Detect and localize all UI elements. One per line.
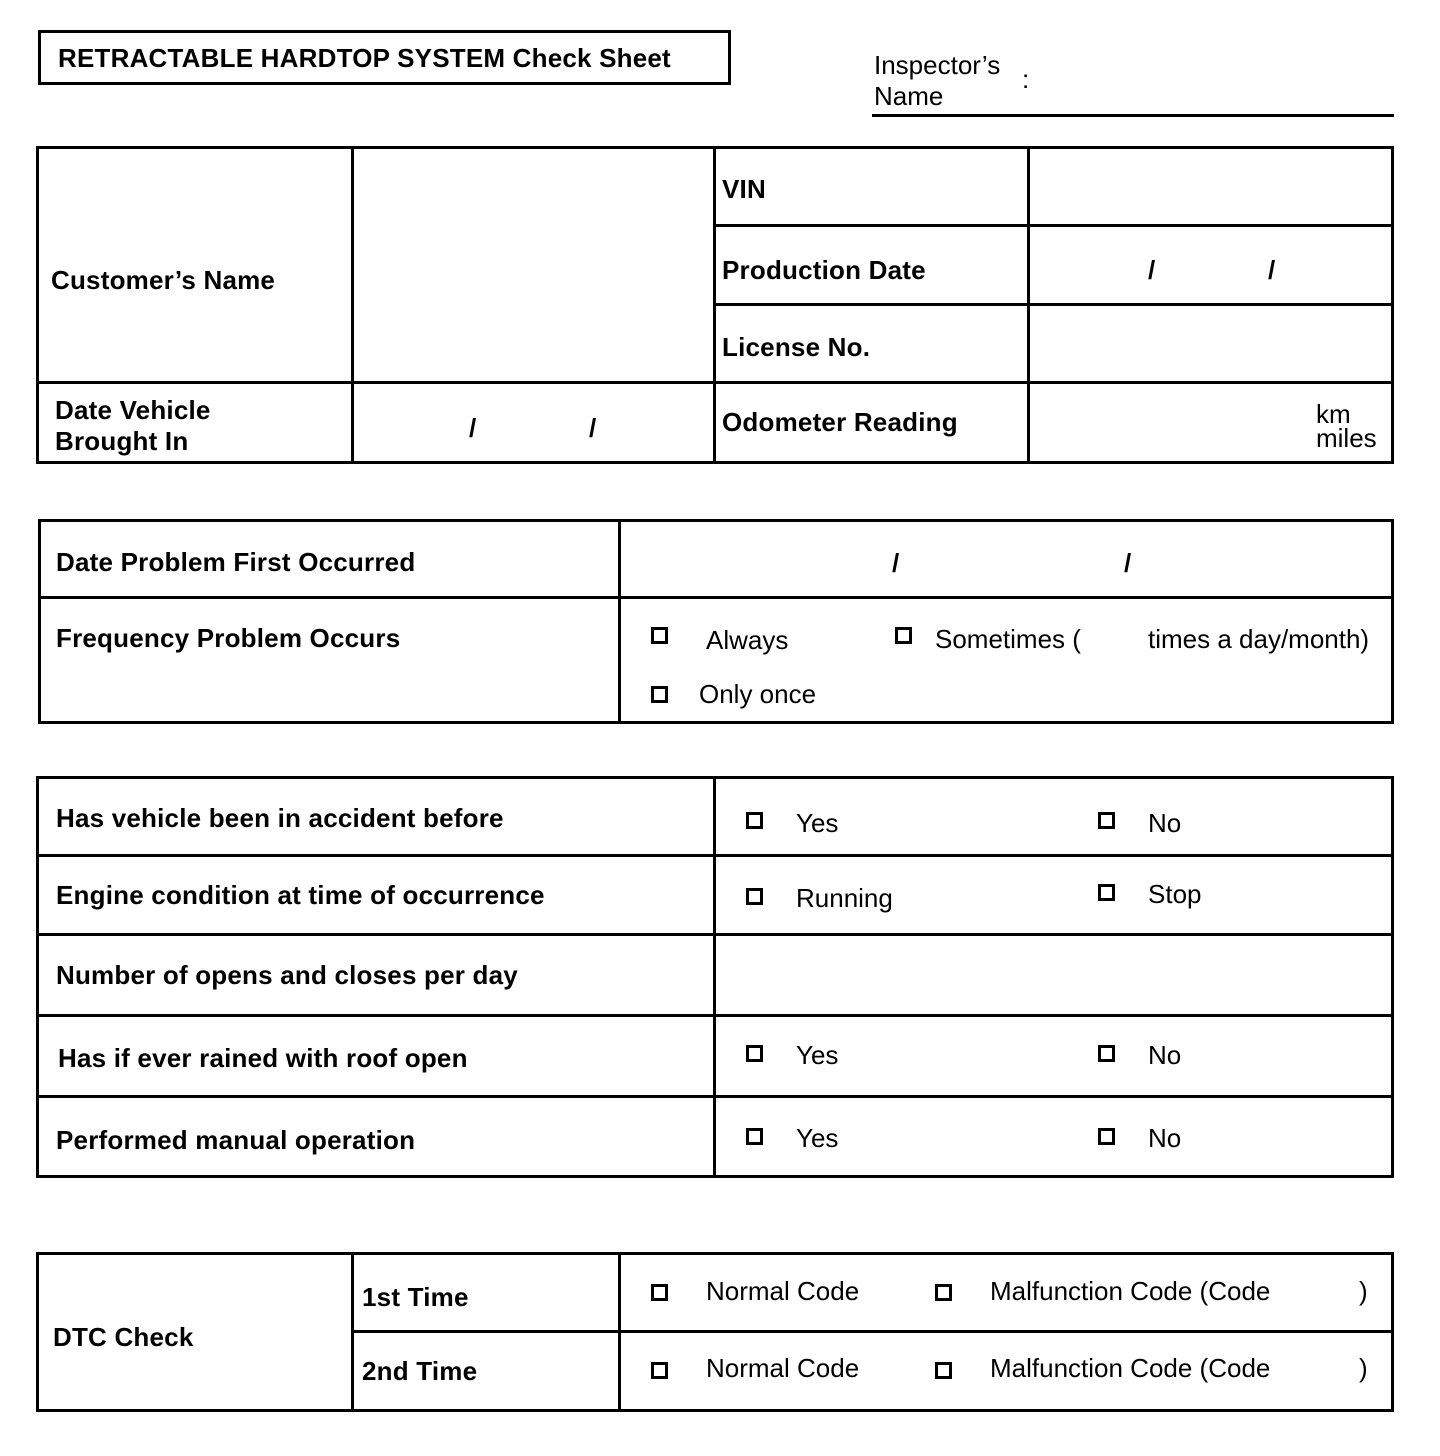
divider	[713, 224, 1394, 227]
dtc-second-time-label: 2nd Time	[362, 1356, 478, 1386]
divider	[36, 381, 1394, 384]
sometimes-checkbox[interactable]	[895, 627, 912, 644]
divider	[36, 854, 1394, 857]
manual-yes-checkbox[interactable]	[746, 1128, 763, 1145]
production-date-label: Production Date	[722, 255, 926, 285]
frequency-label: Frequency Problem Occurs	[56, 623, 401, 653]
divider	[713, 303, 1394, 306]
second-normal-code-checkbox[interactable]	[651, 1362, 668, 1379]
first-normal-code-checkbox[interactable]	[651, 1284, 668, 1301]
odometer-label: Odometer Reading	[722, 407, 958, 437]
unit-miles: miles	[1316, 423, 1377, 453]
engine-stop-label: Stop	[1148, 879, 1202, 909]
accident-yes-label: Yes	[796, 808, 839, 838]
accident-label: Has vehicle been in accident before	[56, 803, 504, 833]
customer-name-label: Customer’s Name	[51, 265, 276, 295]
manual-no-label: No	[1148, 1123, 1182, 1153]
second-malfunction-code-label: Malfunction Code (Code	[990, 1353, 1271, 1383]
page-title: RETRACTABLE HARDTOP SYSTEM Check Sheet	[38, 30, 731, 85]
inspector-label-line1: Inspector’s	[874, 50, 1001, 80]
second-malfunction-close: )	[1359, 1353, 1368, 1383]
date-brought-in-label	[55, 395, 211, 457]
opens-closes-label: Number of opens and closes per day	[56, 960, 518, 990]
divider	[38, 596, 1394, 599]
date-separator: /	[1124, 548, 1132, 578]
rained-no-label: No	[1148, 1040, 1182, 1070]
dtc-check-label: DTC Check	[53, 1322, 194, 1352]
sometimes-label: Sometimes (	[935, 624, 1081, 654]
divider	[351, 1330, 1394, 1333]
first-malfunction-code-label: Malfunction Code (Code	[990, 1276, 1271, 1306]
sometimes-suffix: times a day/month)	[1148, 624, 1370, 654]
engine-stop-checkbox[interactable]	[1098, 884, 1115, 901]
manual-operation-label: Performed manual operation	[56, 1125, 416, 1155]
date-separator: /	[469, 413, 477, 443]
manual-yes-label: Yes	[796, 1123, 839, 1153]
first-normal-code-label: Normal Code	[706, 1276, 860, 1306]
vin-label: VIN	[722, 174, 766, 204]
only-once-checkbox[interactable]	[651, 686, 668, 703]
only-once-label: Only once	[699, 679, 817, 709]
rained-label: Has if ever rained with roof open	[58, 1043, 468, 1073]
license-label: License No.	[722, 332, 871, 362]
rained-yes-label: Yes	[796, 1040, 839, 1070]
rained-yes-checkbox[interactable]	[746, 1045, 763, 1062]
unit-km: km	[1316, 399, 1351, 429]
divider	[713, 776, 716, 1178]
date-separator: /	[892, 548, 900, 578]
vin-field[interactable]	[1032, 150, 1390, 223]
manual-no-checkbox[interactable]	[1098, 1128, 1115, 1145]
divider	[351, 146, 354, 464]
divider	[618, 519, 621, 724]
customer-name-field[interactable]	[356, 150, 711, 379]
first-malfunction-code-checkbox[interactable]	[935, 1284, 952, 1301]
date-separator: /	[1268, 255, 1276, 285]
license-field[interactable]	[1032, 307, 1390, 379]
accident-no-label: No	[1148, 808, 1182, 838]
inspector-label-line2: Name	[874, 81, 944, 111]
date-brought-in-line2: Brought In	[55, 426, 189, 456]
opens-closes-field[interactable]	[718, 938, 1390, 1012]
second-malfunction-code-checkbox[interactable]	[935, 1362, 952, 1379]
date-separator: /	[1148, 255, 1156, 285]
divider	[36, 1095, 1394, 1098]
inspector-name-label	[874, 50, 1000, 112]
engine-running-checkbox[interactable]	[746, 888, 763, 905]
date-first-occurred-label: Date Problem First Occurred	[56, 547, 416, 577]
inspector-name-field[interactable]	[872, 114, 1394, 117]
accident-yes-checkbox[interactable]	[746, 812, 763, 829]
date-brought-in-line1: Date Vehicle	[55, 395, 211, 425]
first-malfunction-close: )	[1359, 1276, 1368, 1306]
always-label: Always	[706, 625, 789, 655]
divider	[36, 1014, 1394, 1017]
odometer-units	[1316, 399, 1377, 453]
rained-no-checkbox[interactable]	[1098, 1045, 1115, 1062]
engine-running-label: Running	[796, 883, 893, 913]
engine-condition-label: Engine condition at time of occurrence	[56, 880, 545, 910]
dtc-first-time-label: 1st Time	[362, 1282, 469, 1312]
accident-no-checkbox[interactable]	[1098, 812, 1115, 829]
inspector-colon: :	[1022, 64, 1030, 94]
date-separator: /	[589, 413, 597, 443]
second-normal-code-label: Normal Code	[706, 1353, 860, 1383]
always-checkbox[interactable]	[651, 627, 668, 644]
divider	[36, 933, 1394, 936]
